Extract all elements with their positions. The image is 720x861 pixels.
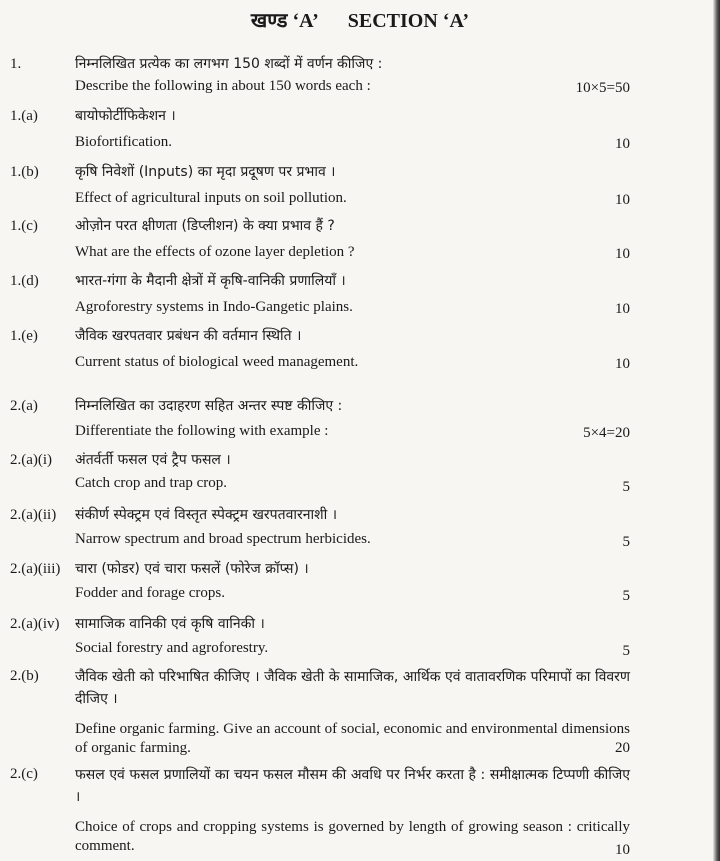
question-text-english: Differentiate the following with example : [75,423,329,439]
question-marks: 10 [615,136,630,152]
question-text-hindi: निम्नलिखित का उदाहरण सहित अन्तर स्पष्ट कीजिए : [75,398,343,414]
question-marks: 5 [622,479,630,495]
question-text-hindi: जैविक खरपतवार प्रबंधन की वर्तमान स्थिति । [75,328,302,344]
question-marks: 20 [615,740,630,756]
question-text-english: Catch crop and trap crop. [75,475,228,491]
question-marks: 5 [622,534,630,550]
question-number: 1.(e) [10,328,38,344]
question-text-english: Fodder and forage crops. [75,585,225,601]
question-text-hindi: सामाजिक वानिकी एवं कृषि वानिकी । [75,616,265,632]
page-edge-shadow [713,0,720,861]
question-text-hindi: बायोफोर्टीफिकेशन । [75,108,176,124]
question-number: 1.(d) [10,273,39,289]
question-number: 2.(a)(ii) [10,507,57,523]
question-number: 2.(a)(iv) [10,616,60,632]
question-marks: 10×5=50 [575,80,630,96]
question-text-english: Narrow spectrum and broad spectrum herbicides. [75,531,371,547]
question-marks: 5 [622,643,630,659]
question-number: 1.(b) [10,164,39,180]
question-marks: 10 [615,301,630,317]
question-text-english: Social forestry and agroforestry. [75,640,269,656]
question-text-hindi: चारा (फोडर) एवं चारा फसलें (फोरेज क्रॉप्स) । [75,561,309,577]
question-text-hindi: कृषि निवेशों (Inputs) का मृदा प्रदूषण पर प्रभाव । [75,164,336,180]
question-number: 2.(b) [10,668,39,684]
question-text-english: Choice of crops and cropping systems is governed by length of growing season : critically comment. [75,819,630,854]
question-marks: 5 [622,588,630,604]
section-header [0,6,720,33]
question-text-hindi: अंतर्वर्ती फसल एवं ट्रैप फसल । [75,452,231,468]
question-text-english: Effect of agricultural inputs on soil pollution. [75,190,347,206]
question-text-english: Agroforestry systems in Indo-Gangetic plains. [75,299,353,315]
question-number: 2.(a)(i) [10,452,53,468]
question-text-english: Biofortification. [75,134,173,150]
question-text-english: What are the effects of ozone layer depletion ? [75,244,355,260]
question-text-hindi: भारत-गंगा के मैदानी क्षेत्रों में कृषि-वानिकी प्रणालियाँ । [75,273,346,289]
question-text-english: Describe the following in about 150 words each : [75,78,371,94]
question-number: 1.(a) [10,108,38,124]
question-text-english: Define organic farming. Give an account of social, economic and environmental dimensions of organic farming. [75,721,630,756]
section-title-english: SECTION ‘A’ [347,10,470,32]
section-title-hindi: खण्ड ‘A’ [250,10,319,32]
question-text-hindi: निम्नलिखित प्रत्येक का लगभग 150 शब्दों में वर्णन कीजिए : [75,56,383,72]
question-text-hindi: संकीर्ण स्पेक्ट्रम एवं विस्तृत स्पेक्ट्रम खरपतवारनाशी । [75,507,338,523]
question-marks: 10 [615,842,630,858]
question-text-hindi: जैविक खेती को परिभाषित कीजिए । जैविक खेती के सामाजिक, आर्थिक एवं वातावरणिक परिमापों का विवरण दीजिए । [75,669,630,707]
question-number: 1.(c) [10,218,38,234]
question-number: 1. [10,56,22,72]
question-text-english: Current status of biological weed management. [75,354,359,370]
question-number: 2.(a) [10,398,38,414]
question-number: 2.(a)(iii) [10,561,61,577]
question-marks: 10 [615,356,630,372]
question-text-hindi: फसल एवं फसल प्रणालियों का चयन फसल मौसम की अवधि पर निर्भर करता है : समीक्षात्मक टिप्पणी कीजिए । [75,767,630,805]
question-marks: 10 [615,192,630,208]
question-text-hindi: ओज़ोन परत क्षीणता (डिप्लीशन) के क्या प्रभाव हैं ? [75,218,335,234]
question-marks: 10 [615,246,630,262]
question-marks: 5×4=20 [583,425,630,441]
question-number: 2.(c) [10,766,38,782]
